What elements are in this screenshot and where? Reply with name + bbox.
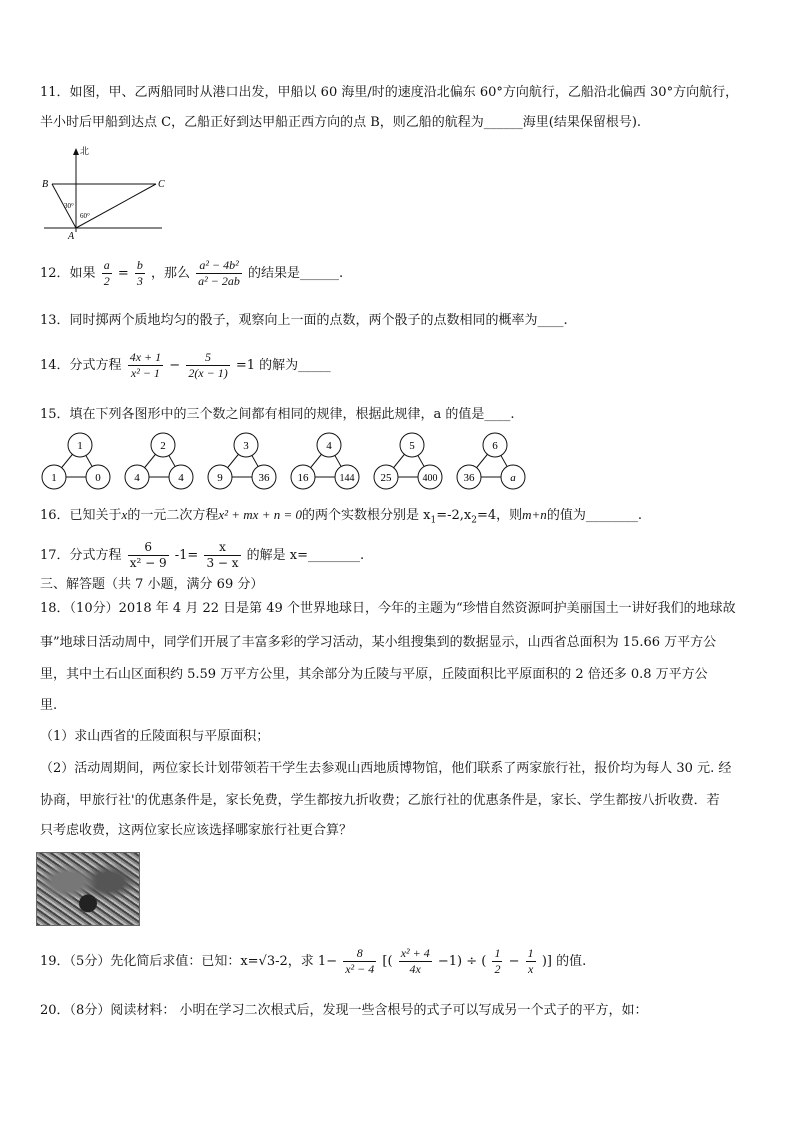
q12-eq: = [117,266,129,281]
q18-part2-line1: （2）活动周期间，两位家长计划带领若干学生去参观山西地质博物馆，他们联系了两家旅行社，报价均为每人 30 元. 经 [40,761,732,776]
q15-number-top: 4 [326,440,332,452]
q16-p6: 的值为________. [546,508,642,523]
q14-prefix: 14．分式方程 [40,358,122,373]
q19-sqrt3: √3 [258,954,276,969]
q15-number-left: 16 [297,472,309,484]
q15-number-right: a [510,472,516,484]
q17-f1n: 6 [128,540,169,556]
q15-number-left: 4 [134,472,140,484]
point-A: A [68,231,75,240]
q14-f1d: x² − 1 [130,366,160,380]
q18-line1: 18．（10分）2018 年 4 月 22 日是第 49 个世界地球日，今年的主题为“珍惜自然资源呵护美丽国土一讲好我们的地球故 [40,601,736,616]
q17-mid: -1= [174,548,199,563]
q15-figure-6 [457,433,525,489]
q14-f2d: 2(x − 1) [188,366,228,380]
q14-frac1 [128,350,163,381]
q12-frac-b3 [135,258,145,289]
q17 [40,540,364,571]
q12-f2n: b [136,258,143,272]
q19-one: 1− [317,954,338,969]
q19-f3n: 1 [494,946,501,960]
q16-p1: 16．已知关于 [40,508,122,523]
q16-p5: =4，则 [476,508,523,523]
q12-f1d: 2 [103,274,110,288]
q19-frac4 [526,946,536,977]
q20: 20．（8分）阅读材料： 小明在学习二次根式后，发现一些含根号的式子可以写成另一个式子的平方，如： [40,1003,648,1018]
q15-number-top: 5 [409,440,415,452]
q15-number-right: 400 [422,473,438,484]
q19-f1d: x² − 4 [345,962,375,976]
q12-f3n: a² − 4b² [196,258,242,274]
q15-text: 15．填在下列各图形中的三个数之间都有相同的规律，根据此规律，a 的值是____. [40,407,515,422]
museum-photo [36,852,140,926]
q15-number-left: 36 [463,472,475,484]
q18-part2-line2: 协商，甲旅行社'的优惠条件是，家长免费，学生都按九折收费；乙旅行社的优惠条件是，家长、学生都按八折收费．若 [40,793,720,808]
q17-f2d: 3 − x [206,556,239,570]
q11-figure [40,140,170,240]
q17-frac2 [204,540,240,571]
q12-suffix: 的结果是______. [248,266,344,281]
q17-prefix: 17．分式方程 [40,548,122,563]
q19-b2: −1) ÷ ( [437,954,487,969]
q14-suffix: =1 的解为_____ [235,358,331,373]
point-B: B [42,179,49,190]
q15-number-left: 9 [217,472,223,484]
q15-figure-5 [374,433,442,489]
q16-equation: x² + mx + n = 0 [218,507,302,522]
q19-frac2 [399,946,432,977]
angle-30: 30° [64,202,74,210]
q19 [40,946,586,977]
q15-number-top: 2 [160,440,166,452]
q18-line3: 里，其中土石山区面积约 5.59 万平方公里，其余部分为丘陵与平原，丘陵面积比平原面积的 2 倍还多 0.8 万平方公 [40,667,708,682]
q15-number-left: 25 [380,472,392,484]
q11-line1: 11．如图，甲、乙两船同时从港口出发，甲船以 60 海里/时的速度沿北偏东 60°方向航行，乙船沿北偏西 30°方向航行， [40,85,739,100]
q18-part2-line3: 只考虑收费，这两位家长应该选择哪家旅行社更合算？ [40,823,353,838]
q15-figure-1 [42,433,110,489]
q13: 13．同时掷两个质地均匀的骰子，观察向上一面的点数，两个骰子的点数相同的概率为____. [40,313,568,328]
q15-number-right: 4 [178,472,184,484]
q19-f4d: x [528,962,534,976]
q16-s1: 1 [430,515,437,526]
q15-number-top: 3 [243,440,249,452]
q16-s2: 2 [471,515,477,526]
q12-f1n: a [103,258,110,272]
q14-f1n: 4x + 1 [129,350,162,364]
q11-line2: 半小时后甲船到达点 C，乙船正好到达甲船正西方向的点 B，则乙船的航程为______海里(结果保留根号). [40,115,642,130]
q19-f1n: 8 [343,946,376,962]
q18-part1: （1）求山西省的丘陵面积与平原面积； [40,729,270,744]
q15-figure-3 [208,433,276,489]
q12-prefix: 12．如果 [40,266,96,281]
q18-line2: 事”地球日活动周中，同学们开展了丰富多彩的学习活动，某小组搜集到的数据显示，山西省总面积为 15.66 万平方公 [40,635,717,650]
q12-mid: ，那么 [151,266,191,281]
q19-f2n: x² + 4 [400,946,430,960]
q14-frac2 [186,350,229,381]
q19-frac3 [492,946,502,977]
q15-figure-2 [125,433,193,489]
q14 [40,350,331,381]
q19-b1: [( [382,954,393,969]
q12-frac-main [196,258,242,289]
q12 [40,258,343,289]
q19-minus: − [508,954,520,969]
q19-f2d: 4x [409,962,421,976]
q15-number-right: 0 [95,472,101,484]
q19-f3d: 2 [494,962,501,976]
q16 [40,506,642,530]
q15-number-right: 36 [258,472,270,484]
q19-suffix: 的值. [556,954,587,969]
q15-number-top: 6 [492,440,498,452]
point-C: C [158,179,165,190]
section-3-heading: 三、解答题（共 7 小题，满分 69 分） [40,577,264,592]
q17-f1d: x² − 9 [129,556,167,570]
q16-mn: m+n [522,507,547,522]
q16-p3: 的两个实数根分别是 x [302,508,431,523]
q15-figures [36,432,536,492]
q19-b3: )] [541,954,552,969]
q15-number-left: 1 [51,472,57,484]
q16-p4: =-2,x [436,508,472,523]
q17-frac1 [128,540,169,571]
q19-prefix: 19．（5分）先化简后求值：已知：x= [40,954,259,969]
q19-frac1 [343,946,376,977]
q12-f3d: a² − 2ab [198,274,240,288]
q12-f2d: 3 [136,274,143,288]
q15-figure-4 [291,433,359,489]
q15-number-top: 1 [77,440,83,452]
q19-after: -2，求 [275,954,314,969]
q12-frac-a2 [102,258,112,289]
q17-suffix: 的解是 x=________. [246,548,365,563]
q14-minus: − [169,358,181,373]
angle-60: 60° [80,212,90,220]
north-label: 北 [80,146,90,156]
q14-f2n: 5 [186,350,229,366]
q16-x: x [121,507,128,522]
q16-p2: 的一元二次方程 [127,508,219,523]
q15-number-right: 144 [339,473,355,484]
q17-f2n: x [204,540,240,556]
q18-line4: 里. [40,698,58,713]
q19-f4n: 1 [527,946,534,960]
